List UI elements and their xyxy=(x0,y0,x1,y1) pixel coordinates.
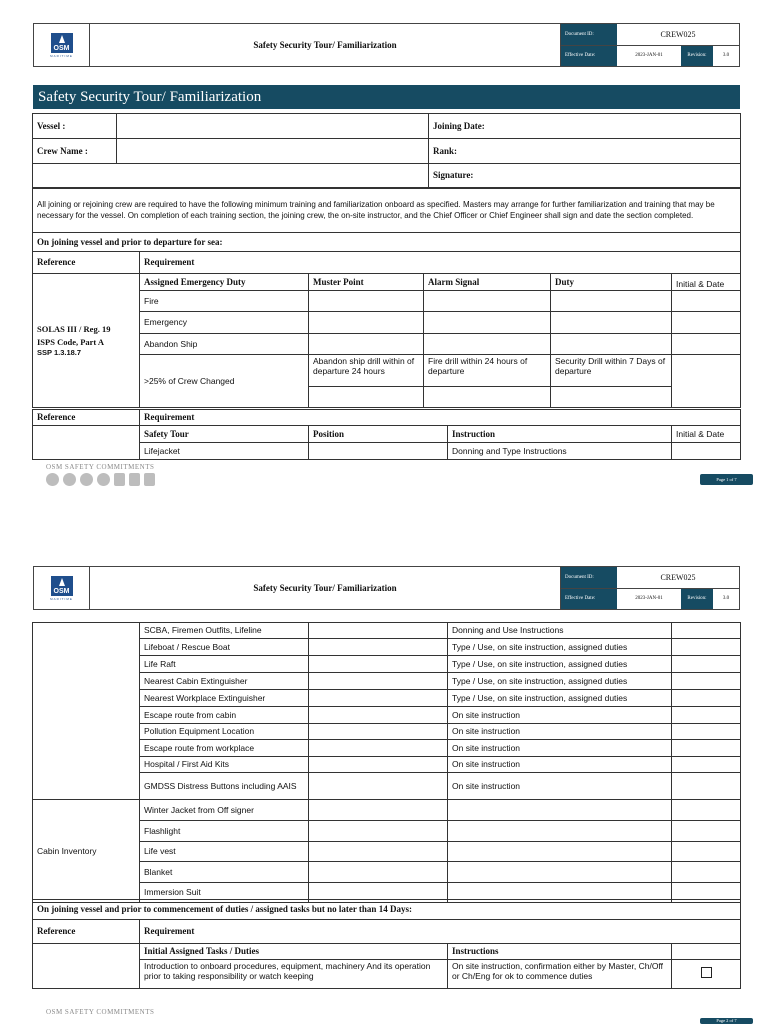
initial-crew-changed-input[interactable] xyxy=(672,355,741,408)
vessel-label: Vessel : xyxy=(33,114,117,139)
tour-item: GMDSS Distress Buttons including AAIS xyxy=(140,773,309,800)
tour-position-input[interactable] xyxy=(309,639,448,656)
requirement-header-3: Requirement xyxy=(140,920,741,944)
tour-item: Nearest Cabin Extinguisher xyxy=(140,673,309,690)
duty-emergency: Emergency xyxy=(140,312,309,334)
section2-reference-blank-2 xyxy=(33,623,140,800)
task-instruction: On site instruction, confirmation either by Master, Ch/Off or Ch/Eng for ok to commence duties xyxy=(448,960,672,989)
cabin-initial-input[interactable] xyxy=(672,821,741,842)
signature-field[interactable]: Signature: xyxy=(429,164,741,188)
tour-item: SCBA, Firemen Outfits, Lifeline xyxy=(140,623,309,639)
task-confirm-checkbox[interactable] xyxy=(701,967,712,978)
lock-icon xyxy=(46,473,59,486)
eff-date-value: 2023-JAN-01 xyxy=(635,53,663,59)
revision-value: 3.0 xyxy=(722,53,730,59)
earth-icon xyxy=(97,473,110,486)
initial-emergency-input[interactable] xyxy=(672,312,741,334)
section1-table xyxy=(32,188,741,408)
reference-header-3: Reference xyxy=(33,920,140,944)
tour-instruction: On site instruction xyxy=(448,724,672,740)
page2-header xyxy=(33,566,740,610)
cabin-instruction-input[interactable] xyxy=(448,800,672,821)
footer-title: OSM SAFETY COMMITMENTS xyxy=(46,463,155,471)
page1-header xyxy=(33,23,740,67)
col-initial-date-2: Initial & Date xyxy=(672,426,741,443)
alarm-emergency-input[interactable] xyxy=(424,312,551,334)
crew-name-label: Crew Name : xyxy=(33,139,117,164)
crew-changed-muster-input[interactable] xyxy=(309,387,424,408)
tour-position-input[interactable] xyxy=(309,773,448,800)
crew-changed-alarm: Fire drill within 24 hours of departure xyxy=(424,355,551,387)
task-description: Introduction to onboard procedures, equipment, machinery And its operation prior to taking responsibility or watch keeping xyxy=(140,960,448,989)
doc-id-value: CREW025 xyxy=(660,29,696,39)
tour-initial-input[interactable] xyxy=(672,690,741,707)
crew-changed-duty: Security Drill within 7 Days of departure xyxy=(551,355,672,387)
logo-subtitle: MARITIME xyxy=(50,53,73,58)
cabin-item: Flashlight xyxy=(140,821,309,842)
tour-initial-input[interactable] xyxy=(672,773,741,800)
cabin-instruction-input[interactable] xyxy=(448,842,672,862)
section1-heading: On joining vessel and prior to departure for sea: xyxy=(33,233,741,252)
form-banner-title: Safety Security Tour/ Familiarization xyxy=(33,85,740,109)
tour-position-input[interactable] xyxy=(309,740,448,757)
tour-instruction: Type / Use, on site instruction, assigned duties xyxy=(448,656,672,673)
doc-id-value-2: CREW025 xyxy=(660,572,696,582)
duty-fire: Fire xyxy=(140,291,309,312)
document-icon xyxy=(144,473,155,486)
tour-item: Pollution Equipment Location xyxy=(140,724,309,740)
company-logo-2 xyxy=(34,567,90,609)
tour-initial-input[interactable] xyxy=(672,740,741,757)
task-checkbox-cell xyxy=(672,960,741,989)
tour-instruction: Donning and Use Instructions xyxy=(448,623,672,639)
tour-position-input[interactable] xyxy=(309,623,448,639)
col-blank xyxy=(672,944,741,960)
tour-position-input[interactable] xyxy=(309,673,448,690)
cabin-position-input[interactable] xyxy=(309,800,448,821)
alarm-fire-input[interactable] xyxy=(424,291,551,312)
cabin-initial-input[interactable] xyxy=(672,800,741,821)
col-initial-tasks: Initial Assigned Tasks / Duties xyxy=(140,944,448,960)
col-initial-date: Initial & Date xyxy=(672,274,741,291)
joining-date-field[interactable]: Joining Date: xyxy=(429,114,741,139)
page2-footer xyxy=(46,1008,154,1016)
muster-emergency-input[interactable] xyxy=(309,312,424,334)
reference-header: Reference xyxy=(33,252,140,274)
tour-instruction: On site instruction xyxy=(448,773,672,800)
alarm-abandon-input[interactable] xyxy=(424,334,551,355)
muster-fire-input[interactable] xyxy=(309,291,424,312)
tour-initial-input[interactable] xyxy=(672,724,741,740)
cabin-initial-input[interactable] xyxy=(672,862,741,883)
crew-info-form xyxy=(32,113,741,188)
cabin-instruction-input[interactable] xyxy=(448,862,672,883)
tour-item: Hospital / First Aid Kits xyxy=(140,757,309,773)
tour-position-input[interactable] xyxy=(309,690,448,707)
osm-logo-icon: OSM xyxy=(51,33,73,53)
footer-title-2: OSM SAFETY COMMITMENTS xyxy=(46,1008,155,1016)
muster-abandon-input[interactable] xyxy=(309,334,424,355)
blank-cell xyxy=(33,164,429,188)
intro-text: All joining or rejoining crew are required to have the following minimum training and familiarization onboard as specified. Masters may arrange for further familiarization and training that may be necessary for the vessel. On completion of each training section, the joining crew, the on-site instructor, and the Chief Officer or Chief Engineer shall sign and date the section completed. xyxy=(33,189,741,233)
requirement-header-2: Requirement xyxy=(140,410,741,426)
globe-icon xyxy=(80,473,93,486)
initial-abandon-input[interactable] xyxy=(672,334,741,355)
cabin-item: Immersion Suit xyxy=(140,883,309,903)
doc-id-label-2: Document ID: xyxy=(561,567,617,588)
tour-position-input[interactable] xyxy=(309,443,448,460)
page1-footer xyxy=(46,463,155,486)
revision-label-2: Revision: xyxy=(681,589,713,610)
tour-item: Nearest Workplace Extinguisher xyxy=(140,690,309,707)
requirement-header: Requirement xyxy=(140,252,741,274)
tour-initial-input[interactable] xyxy=(672,443,741,460)
col-position: Position xyxy=(309,426,448,443)
page-number-1: Page 1 of 7 xyxy=(700,474,753,485)
tour-item: Lifejacket xyxy=(140,443,309,460)
cabin-position-input[interactable] xyxy=(309,842,448,862)
tour-position-input[interactable] xyxy=(309,757,448,773)
tour-instruction: Type / Use, on site instruction, assigned duties xyxy=(448,639,672,656)
tour-position-input[interactable] xyxy=(309,724,448,740)
initial-fire-input[interactable] xyxy=(672,291,741,312)
crew-name-input[interactable] xyxy=(117,139,429,164)
section1-reference: SOLAS III / Reg. 19 ISPS Code, Part A SSP 1.3.18.7 xyxy=(33,274,140,408)
col-muster-point: Muster Point xyxy=(309,274,424,291)
tour-initial-input[interactable] xyxy=(672,639,741,656)
crew-changed-duty-input[interactable] xyxy=(551,387,672,408)
duty-emergency-input[interactable] xyxy=(551,312,672,334)
crew-changed-alarm-input[interactable] xyxy=(424,387,551,408)
osm-logo-icon-2: OSM xyxy=(51,576,73,596)
safety-commitment-icons xyxy=(46,473,155,486)
col-duty: Duty xyxy=(551,274,672,291)
section3-heading: On joining vessel and prior to commencement of duties / assigned tasks but no later than 14 Days: xyxy=(33,900,741,920)
doc-title: Safety Security Tour/ Familiarization xyxy=(90,24,561,66)
tour-initial-input[interactable] xyxy=(672,707,741,724)
tour-instruction: Type / Use, on site instruction, assigned duties xyxy=(448,690,672,707)
tour-instruction: On site instruction xyxy=(448,757,672,773)
tour-initial-input[interactable] xyxy=(672,623,741,639)
eff-date-value-2: 2023-JAN-01 xyxy=(635,596,663,602)
eff-date-label: Effective Date: xyxy=(561,46,617,67)
duty-crew-changed: >25% of Crew Changed xyxy=(140,355,309,408)
cabin-item: Life vest xyxy=(140,842,309,862)
cabin-position-input[interactable] xyxy=(309,821,448,842)
rank-field[interactable]: Rank: xyxy=(429,139,741,164)
section2-table-page2 xyxy=(32,622,741,903)
section3-table xyxy=(32,899,741,989)
company-logo xyxy=(34,24,90,66)
duty-abandon-input[interactable] xyxy=(551,334,672,355)
doc-meta-2 xyxy=(561,567,739,609)
eff-date-label-2: Effective Date: xyxy=(561,589,617,610)
duty-abandon-ship: Abandon Ship xyxy=(140,334,309,355)
cabin-item: Blanket xyxy=(140,862,309,883)
page-number-2: Page 2 of 7 xyxy=(700,1018,753,1024)
tour-instruction: On site instruction xyxy=(448,707,672,724)
cloud-icon xyxy=(63,473,76,486)
col-instructions: Instructions xyxy=(448,944,672,960)
revision-value-2: 3.0 xyxy=(722,596,730,602)
cabin-position-input[interactable] xyxy=(309,862,448,883)
tour-position-input[interactable] xyxy=(309,656,448,673)
col-alarm-signal: Alarm Signal xyxy=(424,274,551,291)
tour-item: Lifeboat / Rescue Boat xyxy=(140,639,309,656)
cabin-inventory-label: Cabin Inventory xyxy=(33,800,140,903)
doc-meta xyxy=(561,24,739,66)
tour-instruction: Donning and Type Instructions xyxy=(448,443,672,460)
tour-initial-input[interactable] xyxy=(672,757,741,773)
tour-initial-input[interactable] xyxy=(672,656,741,673)
tour-instruction: Type / Use, on site instruction, assigned duties xyxy=(448,673,672,690)
tour-instruction: On site instruction xyxy=(448,740,672,757)
crew-changed-muster: Abandon ship drill within of departure 24 hours xyxy=(309,355,424,387)
doc-title-2: Safety Security Tour/ Familiarization xyxy=(90,567,561,609)
tour-item: Escape route from cabin xyxy=(140,707,309,724)
tour-initial-input[interactable] xyxy=(672,673,741,690)
cabin-initial-input[interactable] xyxy=(672,842,741,862)
section2-table-page1 xyxy=(32,409,741,460)
recycle-icon xyxy=(129,473,140,486)
document-check-icon xyxy=(114,473,125,486)
tour-item: Escape route from workplace xyxy=(140,740,309,757)
duty-fire-input[interactable] xyxy=(551,291,672,312)
cabin-item: Winter Jacket from Off signer xyxy=(140,800,309,821)
tour-position-input[interactable] xyxy=(309,707,448,724)
col-assigned-duty: Assigned Emergency Duty xyxy=(140,274,309,291)
section3-reference-blank xyxy=(33,944,140,989)
section2-reference-blank xyxy=(33,426,140,460)
vessel-input[interactable] xyxy=(117,114,429,139)
col-instruction: Instruction xyxy=(448,426,672,443)
revision-label: Revision: xyxy=(681,46,713,67)
logo-subtitle-2: MARITIME xyxy=(50,596,73,601)
doc-id-label: Document ID: xyxy=(561,24,617,45)
col-safety-tour: Safety Tour xyxy=(140,426,309,443)
cabin-instruction-input[interactable] xyxy=(448,821,672,842)
reference-header-2: Reference xyxy=(33,410,140,426)
tour-item: Life Raft xyxy=(140,656,309,673)
